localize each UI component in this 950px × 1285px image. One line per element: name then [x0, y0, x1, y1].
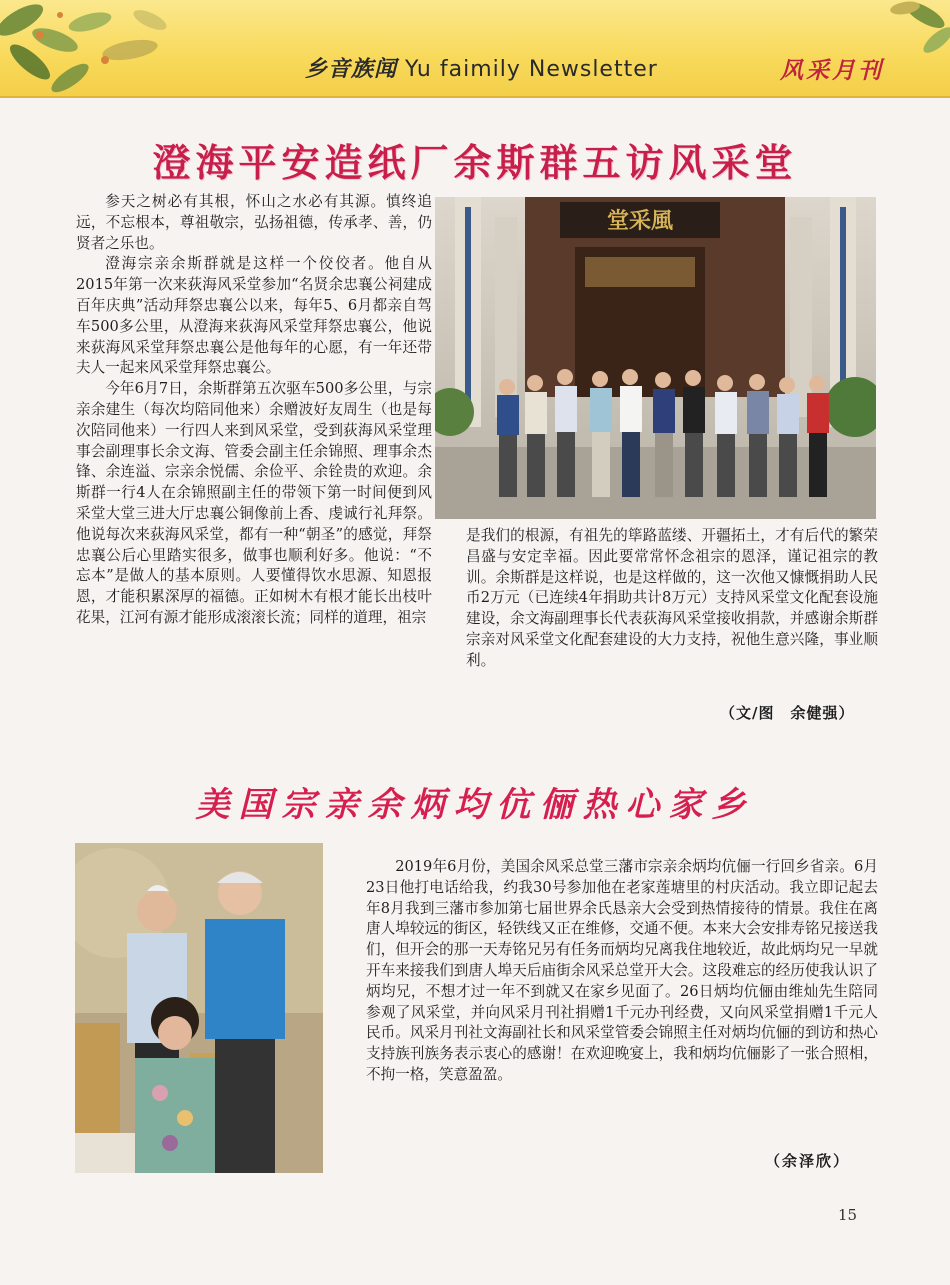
article1-paragraph: 澄海宗亲余斯群就是这样一个佼佼者。他自从2015年第一次来荻海风采堂参加“名贤余忠襄公祠建成百年庆典”活动拜祭忠襄公以来，每年5、6月都亲自驾车500多公里，从澄海来荻海风采堂拜祭忠襄公，他说来荻海风采堂拜祭忠襄公是他每年的心愿，有一年还带夫人一起来风采堂拜祭忠襄公。 — [76, 255, 432, 377]
leaves-decoration-right — [880, 0, 950, 60]
leaves-decoration-left — [0, 0, 180, 96]
article1-left-column — [76, 192, 432, 629]
magazine-name: 风采月刊 — [780, 57, 884, 84]
article1-right-column — [466, 526, 878, 672]
couple-photo-illustration — [75, 843, 323, 1173]
newsletter-name — [305, 52, 658, 83]
newsletter-name-cn: 乡音族闻 — [305, 56, 398, 82]
article2-signature: （余泽欣） — [765, 1152, 851, 1170]
article1-signature: （文/图 余健强） — [720, 704, 855, 722]
newsletter-name-en: Yu faimily Newsletter — [405, 57, 658, 82]
article1-paragraph: 是我们的根源，有祖先的筚路蓝缕、开疆拓土，才有后代的繁荣昌盛与安定幸福。因此要常常怀念祖宗的恩泽，谨记祖宗的教训。余斯群是这样说，也是这样做的，这一次他又慷慨捐助人民币2万元（已连续4年捐助共计8万元）支持风采堂文化配套设施建设，余文海副理事长代表荻海风采堂接收捐款，并感谢余斯群宗亲对风采堂文化配套建设的大力支持，祝他生意兴隆，事业顺利。 — [466, 527, 878, 669]
group-photo-illustration — [435, 197, 876, 519]
article1-title: 澄海平安造纸厂余斯群五访风采堂 — [152, 140, 798, 185]
article1-paragraph: 参天之树必有其根，怀山之水必有其源。慎终追远，不忘根本，尊祖敬宗，弘扬祖德，传承孝、善，仍贤者之乐也。 — [76, 193, 432, 252]
article1-group-photo — [435, 197, 876, 519]
article2-photo — [75, 843, 323, 1173]
hall-plaque-text: 堂采風 — [606, 208, 674, 234]
article2-paragraph: 2019年6月份，美国余风采总堂三藩市宗亲余炳均伉俪一行回乡省亲。6月23日他打电话给我，约我30号参加他在老家莲塘里的村庆活动。我立即记起去年8月我到三藩市参加第七届世界余氏恳亲大会受到热情接待的情景。我住在离唐人埠较远的街区，轻铁线又正在维修，交通不便。本来大会安排寿铭兄接送我们，但开会的那一天寿铭兄另有任务而炳均兄离我住地较近，故此炳均兄一早就开车来接我们到唐人埠天后庙街余风采总堂开大会。这段难忘的经历使我认识了炳均兄，不想才过一年不到就又在家乡见面了。26日炳均伉俪由维灿先生陪同参观了风采堂，并向风采月刊社捐赠1千元办刊经费，又向风采堂捐赠1千元人民币。风采月刊社文海副社长和风采堂管委会锦照主任对炳均伉俪的到访和热心支持族刊族务表示衷心的感谢！在欢迎晚宴上，我和炳均伉俪影了一张合照相，不拘一格，笑意盈盈。 — [366, 858, 878, 1083]
header-banner — [0, 0, 950, 98]
article1-paragraph: 今年6月7日，余斯群第五次驱车500多公里，与宗亲余建生（每次均陪同他来）余赠波好友周生（也是每次陪同他来）一行四人来到风采堂，受到荻海风采堂理事会副理事长余文海、管委会副主任余锦照、理事余杰锋、余连溢、宗亲余悦儒、余俭平、余铨贵的欢迎。余斯群一行4人在余锦照副主任的带领下第一时间便到风采堂大堂三进大厅忠襄公铜像前上香、虔诚行礼拜祭。他说每次来荻海风采堂，都有一种“朝圣”的感觉，拜祭忠襄公后心里踏实很多，做事也顺利好多。他说：“不忘本”是做人的基本原则。人要懂得饮水思源、知恩报恩，才能积累深厚的福德。正如树木有根才能长出枝叶花果，江河有源才能形成滚滚长流；同样的道理，祖宗 — [76, 380, 432, 626]
article2-title: 美国宗亲余炳均伉俪热心家乡 — [195, 785, 755, 825]
page-number: 15 — [838, 1206, 858, 1224]
article2-body — [366, 857, 878, 1086]
